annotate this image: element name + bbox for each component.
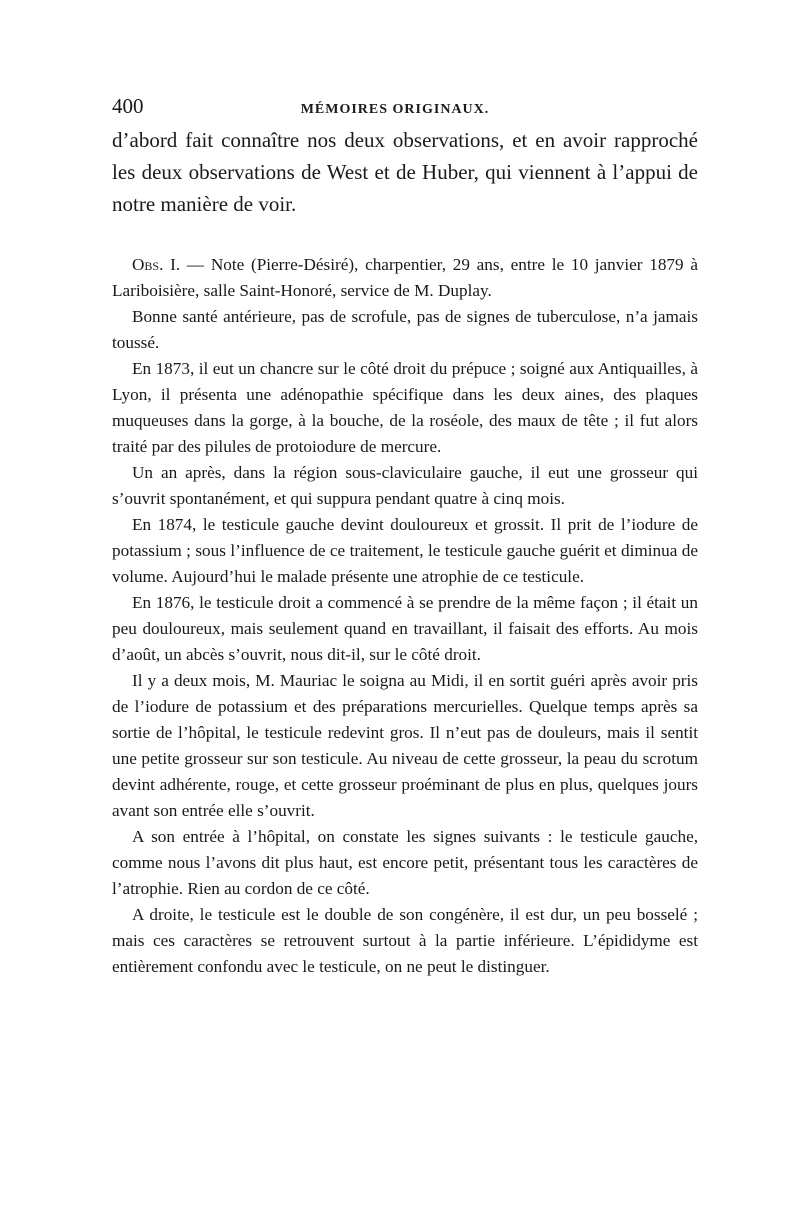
running-head: MÉMOIRES ORIGINAUX. bbox=[300, 102, 490, 117]
observation-label: Obs. I. bbox=[132, 255, 181, 274]
observation-paragraph: A droite, le testicule est le double de son congénère, il est dur, un peu bosselé ; mais ces caractères se retrouvent surtout à la partie inférieure. L’épididyme est entièrement confondu avec le testicule, on ne peut le distinguer. bbox=[112, 905, 698, 976]
observation-section bbox=[112, 252, 698, 980]
observation-paragraph: En 1874, le testicule gauche devint douloureux et grossit. Il prit de l’iodure de potassium ; sous l’influence de ce traitement, le testicule gauche guérit et diminua de volume. Aujourd’hui le malade présente une atrophie de ce testicule. bbox=[112, 515, 698, 586]
observation-paragraph: A son entrée à l’hôpital, on constate les signes suivants : le testicule gauche, comme nous l’avons dit plus haut, est encore petit, présentant tous les caractères de l’atrophie. Rien au cordon de ce côté. bbox=[112, 827, 698, 898]
observation-paragraph: Il y a deux mois, M. Mauriac le soigna au Midi, il en sortit guéri après avoir pris de l’iodure de potassium et des préparations mercurielles. Quelque temps après sa sortie de l’hôpital, le testicule redevint gros. Il n’eut pas de douleurs, mais il sentit une petite grosseur sur son testicule. Au niveau de cette grosseur, la peau du scrotum devint adhérente, rouge, et cette grosseur proéminant de plus en plus, quelques jours avant son entrée elle s’ouvrit. bbox=[112, 671, 698, 820]
observation-paragraph: En 1873, il eut un chancre sur le côté droit du prépuce ; soigné aux Antiquailles, à Lyon, il présenta une adénopathie spécifique dans les deux aines, des plaques muqueuses dans la gorge, à la bouche, de la roséole, des maux de tête ; il fut alors traité par des pilules de protoiodure de mercure. bbox=[112, 359, 698, 456]
observation-paragraph: Bonne santé antérieure, pas de scrofule, pas de signes de tuberculose, n’a jamais toussé. bbox=[112, 307, 698, 352]
document-page bbox=[112, 94, 698, 980]
observation-intro-text: — Note (Pierre-Désiré), charpentier, 29 ans, entre le 10 janvier 1879 à Lariboisière, salle Saint-Honoré, service de M. Duplay. bbox=[112, 255, 698, 300]
observation-paragraph: Un an après, dans la région sous-claviculaire gauche, il eut une grosseur qui s’ouvrit spontanément, et qui suppura pendant quatre à cinq mois. bbox=[112, 463, 698, 508]
page-number: 400 bbox=[112, 94, 144, 118]
intro-section bbox=[112, 124, 698, 220]
observation-heading-paragraph bbox=[112, 252, 698, 304]
intro-paragraph: d’abord fait connaître nos deux observations, et en avoir rapproché les deux observations de West et de Huber, qui viennent à l’appui de notre manière de voir. bbox=[112, 128, 698, 216]
observation-paragraph: En 1876, le testicule droit a commencé à se prendre de la même façon ; il était un peu douloureux, mais seulement quand en travaillant, il faisait des efforts. Au mois d’août, un abcès s’ouvrit, nous dit-il, sur le côté droit. bbox=[112, 593, 698, 664]
page-header bbox=[112, 94, 698, 122]
